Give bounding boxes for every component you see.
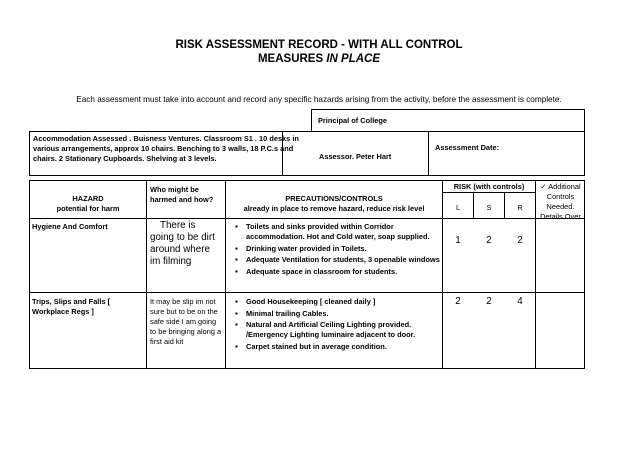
control-item: ▪ Drinking water provided in Toilets. bbox=[235, 243, 367, 253]
info-block bbox=[29, 131, 585, 176]
assessment-note: Each assessment must take into account and record any specific hazards arising from the activity, before the assessment is complete. bbox=[76, 95, 562, 104]
control-item: ▪ Toilets and sinks provided within Corridor accommodation. Hot and Cold water, soap supplied. bbox=[235, 222, 430, 241]
precautions-header: PRECAUTIONS/CONTROLS already in place to remove hazard, reduce risk level bbox=[243, 194, 425, 213]
row-2-who: It may be slip im not sure but to be on the safe side I am going to be bringing along a first aid kit bbox=[150, 297, 222, 346]
risk-s-header: S bbox=[486, 203, 492, 212]
row-1-r: 2 bbox=[517, 235, 523, 246]
info-divider-1 bbox=[282, 131, 283, 176]
title-line-1: RISK ASSESSMENT RECORD - WITH ALL CONTROL bbox=[175, 39, 463, 51]
header-bottom-line bbox=[29, 218, 585, 219]
control-item: ▪ Adequate Ventilation for students, 3 openable windows bbox=[235, 255, 440, 264]
row-2-hazard: Trips, Slips and Falls [ Workplace Regs ] bbox=[32, 297, 111, 316]
control-item: ▪ Minimal trailing Cables. bbox=[235, 308, 329, 318]
additional-header: ✓ Additional Controls Needed. Details Over bbox=[540, 182, 581, 221]
col-line-1 bbox=[146, 180, 147, 369]
row-2-l: 2 bbox=[455, 296, 461, 307]
row-1-s: 2 bbox=[486, 235, 492, 246]
control-item: ▪ Carpet stained but in average condition. bbox=[235, 341, 387, 351]
control-item: ▪ Good Housekeeping [ cleaned daily ] bbox=[235, 297, 376, 306]
control-item: ▪ Natural and Artificial Ceiling Lighting provided. /Emergency Lighting luminaire adjacent to door. bbox=[235, 320, 416, 339]
row-2-controls bbox=[233, 297, 442, 353]
row-2-s: 2 bbox=[486, 296, 492, 307]
risk-header-line bbox=[442, 192, 535, 193]
who-header: Who might be harmed and how? bbox=[150, 185, 214, 204]
check-icon: ✓ bbox=[540, 182, 547, 191]
row-1-who: There is going to be dirt around where im filming bbox=[150, 220, 215, 267]
title-line-2: MEASURES IN PLACE bbox=[257, 53, 381, 65]
row-1-l: 1 bbox=[455, 235, 461, 246]
principal-label: Principal of College bbox=[318, 116, 387, 125]
risk-r-header: R bbox=[517, 203, 523, 212]
info-divider-2 bbox=[428, 131, 429, 176]
accommodation-text: Accommodation Assessed . Buisness Ventures. Classroom S1 . 10 desks in various arrangements, approx 10 chairs. Benching to 3 walls, 18 P.C.s and chairs. 2 Stationary Cupboards. Shelving at 3 levels. bbox=[33, 134, 299, 163]
assessor-text: Assessor. Peter Hart bbox=[319, 152, 392, 161]
row-1-bottom-line bbox=[29, 292, 585, 293]
hazard-header: HAZARD potential for harm bbox=[56, 194, 120, 213]
row-2-r: 4 bbox=[517, 296, 523, 307]
row-1-controls bbox=[233, 222, 442, 278]
risk-l-header: L bbox=[455, 203, 461, 212]
document-title bbox=[0, 38, 638, 66]
principal-box bbox=[311, 109, 585, 132]
control-item: ▪ Adequate space in classroom for students. bbox=[235, 266, 398, 276]
row-1-hazard: Hygiene And Comfort bbox=[32, 222, 108, 231]
assessment-date-label: Assessment Date: bbox=[435, 143, 500, 152]
risk-header: RISK (with controls) bbox=[453, 182, 525, 191]
